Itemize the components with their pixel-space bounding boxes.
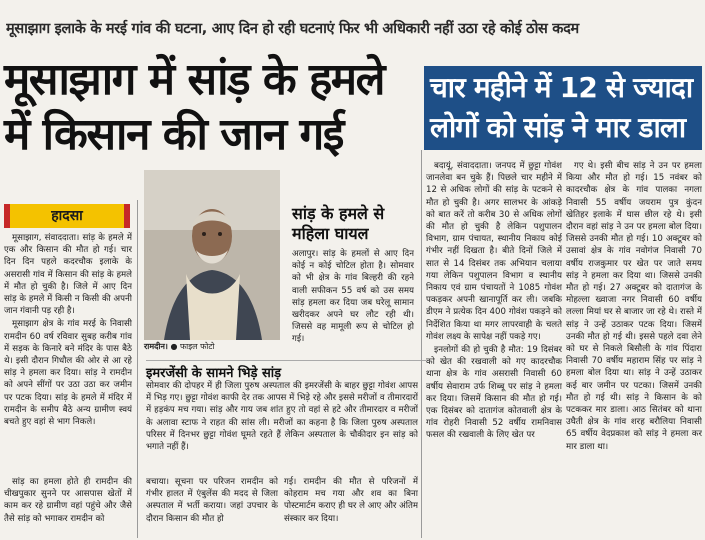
caption-name: रामदीन। [144, 342, 168, 351]
left-paragraph-2: मूसाझाग क्षेत्र के गांव मरई के निवासी रामदीन 60 वर्ष रविवार सुबह करीब गांव में सड़क के किनारे बने मंदिर के पास बैठे थे। इसी दौरान गिधौल की ओर से आ रहे सांड़ ने हमला कर दिया। सांड़ ने रामदीन को अपने सींगों पर उठा उठा कर जमीन पर पटक दिया। सांड़ के हमले में मंदिर में रामदीन के समीप बैठे अन्य ग्रामीण स्वयं बचते हुए वहां से भाग निकले। [4, 319, 132, 428]
subhead-woman-injured-text: अलापुर। सांड़ के हमलों से आए दिन कोई न कोई चोटिल होता है। सोमवार को भी क्षेत्र के गांव बिल्हरी की रहने वाली सफीकन 55 वर्ष को उस समय सांड़ हमला कर दिया जब घरेलू सामान खरीदकर अपने घर लौट रही थी। जिससे वह मामूली रूप से चोटिल हो गई। [292, 249, 414, 345]
subhead-bulls-fight: इमरजेंसी के सामने भिड़े सांड़ [146, 360, 426, 381]
right-paragraph-2: इनलोगों की हो चुकी है मौत: 19 दिसंबर को खेत की रखवाली को गए कादरचौक थाना क्षेत्र के गांव असरासी निवासी 60 वर्षीय सेवाराम उर्फ शिब्बू पर सांड़ ने हमला कर दिया। जिसमें किसान की मौत हो गई। एक दिसंबर को दातागंज कोतवाली क्षेत्र के गांव रोहरी निवासी 52 वर्षीय रामनिवास फसल की रखवाली के लिए खेत पर [426, 345, 562, 441]
left-column-article [4, 232, 132, 474]
farmer-portrait-illustration [144, 170, 280, 340]
side-headline: चार महीने में 12 से ज्यादा लोगों को सांड़ ने मार डाला [424, 66, 702, 150]
category-badge: हादसा [4, 204, 130, 228]
right-column-2 [566, 160, 702, 538]
subhead-bulls-fight-text: सोमवार की दोपहर में ही जिला पुरुष अस्पताल की इमरजेंसी के बाहर छुट्टा गोवंश आपस में भिड़ गए। छुट्टा गोवंश काफी देर तक आपस में भिड़े रहे और इससे मरीजों व तीमारदारों में हड़कंप मच गया। सांड़ और गाय जब शांत हुए तो वहां से हटे और तीमारदार व मरीजों के अलावा स्टाफ ने राहत की सांस ली। मरीजों का कहना है कि जिला पुरुष अस्पताल परिसर में दिनभर छुट्टा गोवंश घूमते रहते हैं लेकिन अस्पताल के चौकीदार इन सांड़ को भगाते नहीं हैं। [146, 381, 418, 453]
left-paragraph-3: सांड़ का हमला होते ही रामदीन की चीखपुकार सुनने पर आसपास खेतों में काम कर रहे ग्रामीण वहां पहुंचे और जैसे तैसे सांड़ को भगाकर रामदीन को [4, 477, 132, 524]
farmer-photo [144, 170, 280, 340]
column-divider-right [421, 150, 422, 538]
bottom-column-1: बचाया। सूचना पर परिजन रामदीन को गंभीर हालत में एंबुलेंस की मदद से जिला अस्पताल में भर्ती कराया। जहां उपचार के दौरान किसान की मौत हो [146, 477, 278, 524]
camera-icon: ● [170, 342, 178, 351]
right-column-1 [426, 160, 562, 538]
left-paragraph-1: मूसाझाग, संवाददाता। सांड़ के हमले में एक और किसान की मौत हो गई। चार दिन दिन पहले कदरचौक इलाके के असरासी गांव में किसान की सांड़ के हमले में मौत हो चुकी है। जिले में आए दिन सांड़ के हमले में किसी न किसी की अपनी जान गंवानी पड़ रही है। [4, 233, 132, 317]
right-paragraph-1: बदायूं, संवाददाता। जनपद में छुट्टा गोवंश जानलेवा बन चुके हैं। पिछले चार महीने में 12 से अधिक लोगों की सांड़ के पटकने से मौत हो चुकी है। अगर सालभर के आंकड़े को बात करें तो करीब 30 से अधिक लोगों की मौत हो चुकी है लेकिन पशुपालन विभाग, ग्राम पंचायत, स्थानीय निकाय कोई गंभीर नहीं दिखता है। बीते दिनों जिले में सात से 14 दिसंबर तक अभियान चलाया गया लेकिन पशुपालन विभाग व स्थानीय निकाय एवं ग्राम पंचायतों ने 1085 गोवंश पकड़कर अपनी खानापूर्ति कर ली। जबकि डीएम ने प्रत्येक दिन 400 गोवंश पकड़ने को निर्देशित किया था मगर लापरवाही के चलते गोवंश लक्ष्य के सापेक्ष नहीं पकड़े गए। [426, 161, 562, 342]
main-headline: मूसाझाग में सांड़ के हमले में किसान की जान गई [4, 54, 384, 160]
kicker-headline: मूसाझाग इलाके के मरई गांव की घटना, आए दिन हो रही घटनाएं फिर भी अधिकारी नहीं उठा रहे कोई ठोस कदम [6, 21, 579, 37]
subhead-woman-injured: सांड़ के हमले से महिला घायल [292, 204, 385, 243]
left-column-continuation [4, 476, 132, 538]
caption-credit: फाइल फोटो [180, 342, 215, 351]
column-divider [137, 200, 138, 538]
right-paragraph-3: गए थे। इसी बीच सांड़ ने उन पर हमला किया और मौत हो गई। 15 नवंबर को कादरचौक क्षेत्र के गांव पालका नगला निवासी 55 वर्षीय जयराम पुत्र कुंदन खेतिहर इलाके में घास छील रहे थे। इसी दौरान वहां सांड़ ने उन पर हमला बोल दिया। जिससे उनकी मौत हो गई। 10 अक्टूबर को उसावां क्षेत्र के गांव नवोगंज निवासी 70 वर्षीय राजकुमार पर खेत पर जाते समय सांड़ ने हमला कर दिया था। जिससे उनकी मौत हो गई। 27 अक्टूबर को दातागंज के मोहल्ला ख्वाजा नगर निवासी 60 वर्षीय लल्ला मियां घर से बाजार जा रहे थे। रास्ते में सांड़ ने उन्हें उठाकर पटक दिया। जिसमें उनकी मौत हो गई थी। इससे पहले दवा लेने को घर से निकले बिसौली के गांव पिंदारा निवासी 70 वर्षीय महाराम सिंह पर सांड़ ने हमला बोल दिया था। सांड़ ने उन्हें उठाकर कई बार जमीन पर पटका। जिसमें उनकी मौत हो गई थी। सांड़ ने किसान के को पटककर मार डाला। आठ सितंबर को थाना उघैती क्षेत्र के गांव शरह बरौलिया निवासी 65 वर्षीय वेदप्रकाश को सांड़ ने हमला कर मार डाला था। [566, 161, 702, 452]
photo-caption [144, 340, 280, 354]
bottom-column-2: गई। रामदीन की मौत से परिजनों में कोहराम मच गया और शव का बिना पोस्टमार्टम कराए ही घर ले आए और अंतिम संस्कार कर दिया। [284, 477, 418, 524]
